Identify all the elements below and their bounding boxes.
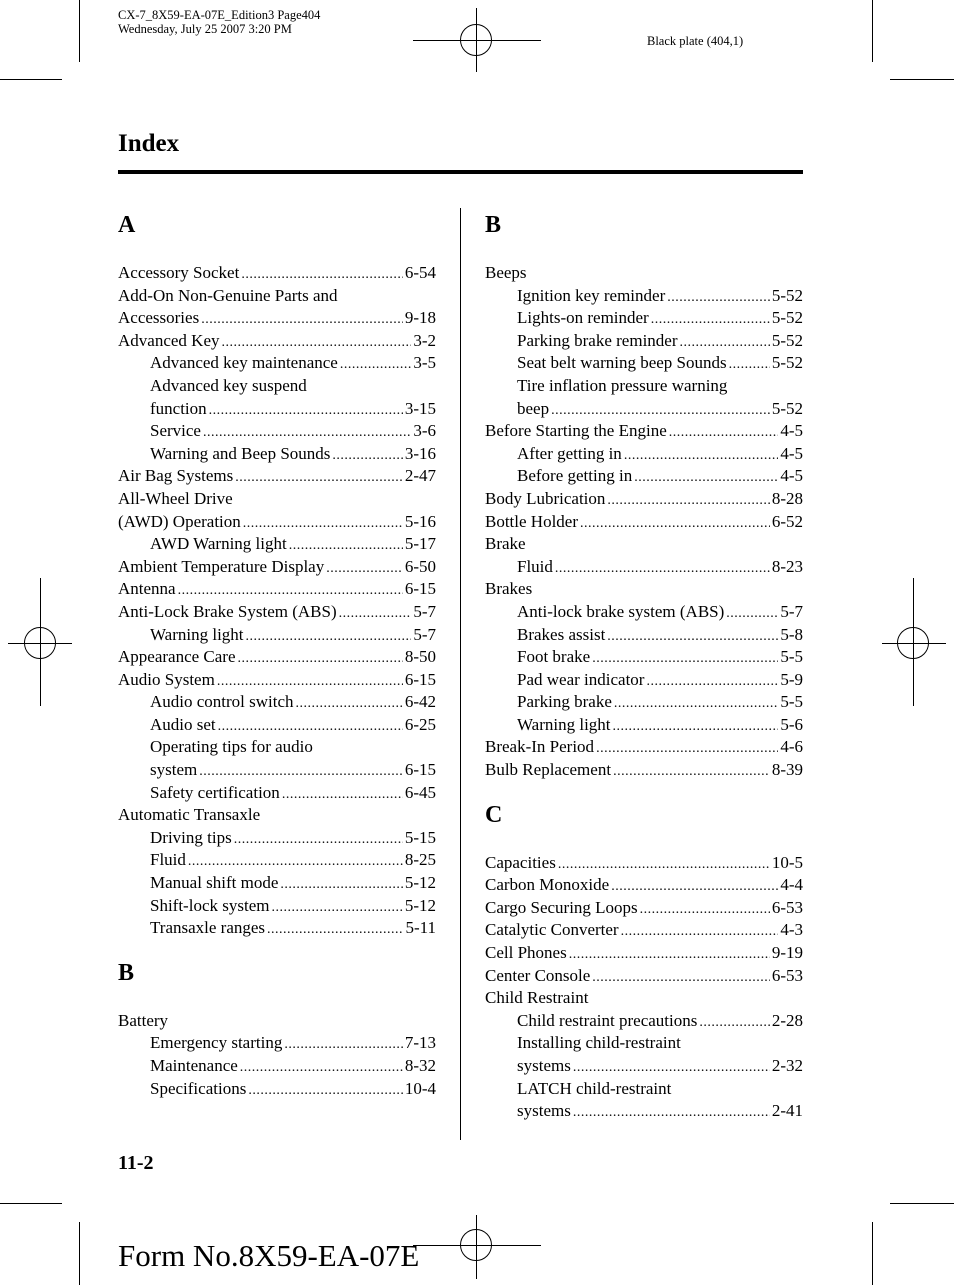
entry-page: 8-28 [771, 488, 803, 508]
dot-leader [240, 1055, 403, 1078]
entry-label: Ambient Temperature Display [118, 556, 325, 576]
entry-label: Fluid [150, 850, 186, 870]
entry-label: Brakes assist [517, 624, 606, 644]
dot-leader [289, 533, 403, 556]
dot-leader [188, 849, 403, 872]
dot-leader [326, 556, 403, 579]
crop-mark [0, 79, 62, 80]
dot-leader [573, 1100, 770, 1123]
section-letter: C [485, 801, 503, 828]
index-entry [118, 1055, 436, 1078]
index-entry [485, 874, 803, 897]
dot-leader [592, 646, 778, 669]
entry-label: Center Console [485, 965, 591, 985]
index-entry [485, 262, 803, 285]
section-letter: B [485, 212, 502, 238]
index-entry [485, 965, 803, 988]
dot-leader [569, 942, 770, 965]
entry-page: 5-7 [413, 601, 436, 621]
index-entry [118, 736, 436, 759]
index-entry [485, 533, 803, 556]
dot-leader [271, 895, 402, 918]
index-entry [485, 511, 803, 534]
dot-leader [680, 330, 770, 353]
index-entry [118, 1078, 436, 1101]
dot-leader [296, 691, 403, 714]
entry-page: 6-52 [771, 511, 803, 531]
dot-leader [234, 827, 403, 850]
registration-circle [24, 627, 56, 659]
index-entry [485, 307, 803, 330]
entry-label: Air Bag Systems [118, 466, 234, 486]
dot-leader [203, 420, 411, 443]
entry-page: 6-15 [404, 760, 436, 780]
entry-page: 2-28 [771, 1010, 803, 1030]
index-entry [118, 556, 436, 579]
index-entry [485, 897, 803, 920]
index-entry [118, 669, 436, 692]
print-header-file: CX-7_8X59-EA-07E_Edition3 Page404 [118, 8, 321, 22]
registration-circle [897, 627, 929, 659]
dot-leader [592, 965, 770, 988]
index-entry [485, 352, 803, 375]
index-entry [118, 759, 436, 782]
entry-label: Parking brake [517, 692, 612, 712]
entry-label: Advanced Key [118, 330, 220, 350]
entry-label: Automatic Transaxle [118, 805, 261, 825]
index-entry [485, 1100, 803, 1123]
page-title: Index [118, 130, 180, 157]
dot-leader [646, 669, 778, 692]
index-entry [485, 691, 803, 714]
plate-label: Black plate (404,1) [647, 34, 744, 48]
index-entry [485, 578, 803, 601]
entry-page: 5-52 [771, 398, 803, 418]
entry-label: Before getting in [517, 466, 633, 486]
entry-page: 2-47 [404, 466, 436, 486]
index-entry [485, 624, 803, 647]
dot-leader [282, 782, 403, 805]
registration-circle [460, 24, 492, 56]
dot-leader [248, 1078, 403, 1101]
entry-label: Warning light [517, 714, 611, 734]
entry-label: Transaxle ranges [150, 918, 266, 938]
index-entry [118, 533, 436, 556]
index-entry [118, 1032, 436, 1055]
dot-leader [624, 443, 779, 466]
entry-label: Audio control switch [150, 692, 294, 712]
index-entry [485, 465, 803, 488]
entry-page: 8-25 [404, 850, 436, 870]
entry-page: 5-5 [780, 692, 803, 712]
entry-label: Manual shift mode [150, 873, 279, 893]
dot-leader [596, 736, 778, 759]
dot-leader [640, 897, 770, 920]
dot-leader [607, 488, 769, 511]
entry-page: 5-8 [780, 624, 803, 644]
print-header [118, 8, 320, 36]
entry-label: Ignition key reminder [517, 285, 666, 305]
dot-leader [238, 646, 403, 669]
index-entry [118, 1010, 436, 1033]
dot-leader [729, 352, 770, 375]
dot-leader [573, 1055, 770, 1078]
dot-leader [613, 714, 779, 737]
index-entry [118, 714, 436, 737]
dot-leader [551, 398, 770, 421]
entry-label: Advanced key suspend [150, 375, 307, 395]
entry-label: Appearance Care [118, 647, 236, 667]
entry-label: Operating tips for audio [150, 737, 313, 757]
entry-page: 5-5 [780, 647, 803, 667]
dot-leader [613, 759, 770, 782]
entry-page: 6-53 [771, 965, 803, 985]
index-entry [485, 646, 803, 669]
entry-page: 5-6 [780, 714, 803, 734]
entry-label: Driving tips [150, 827, 232, 847]
index-entry [485, 852, 803, 875]
entry-page: 10-4 [404, 1078, 436, 1098]
dot-leader [651, 307, 770, 330]
crop-mark [79, 1222, 80, 1285]
entry-page: 8-39 [771, 760, 803, 780]
entry-label: Carbon Monoxide [485, 875, 610, 895]
index-entry [485, 942, 803, 965]
dot-leader [243, 511, 403, 534]
dot-leader [209, 398, 403, 421]
entry-label: Child restraint precautions [517, 1010, 698, 1030]
entry-label: function [150, 398, 207, 418]
index-entry [485, 601, 803, 624]
dot-leader [201, 307, 403, 330]
entry-page: 3-2 [413, 330, 436, 350]
entry-label: Bottle Holder [485, 511, 579, 531]
index-entry [485, 1055, 803, 1078]
entry-page: 6-45 [404, 782, 436, 802]
entry-page: 6-50 [404, 556, 436, 576]
index-entry [485, 443, 803, 466]
entry-label: Parking brake reminder [517, 330, 678, 350]
entry-label: LATCH child-restraint [517, 1078, 672, 1098]
entry-page: 3-16 [404, 443, 436, 463]
index-entry [118, 262, 436, 285]
entry-page: 5-12 [404, 895, 436, 915]
entry-page: 3-6 [413, 421, 436, 441]
index-entry [118, 578, 436, 601]
index-entry [118, 330, 436, 353]
index-entry [118, 488, 436, 511]
crop-mark [890, 79, 954, 80]
index-entry [485, 1032, 803, 1055]
entry-page: 5-7 [413, 624, 436, 644]
index-entry [118, 352, 436, 375]
entry-page: 6-15 [404, 579, 436, 599]
index-entry [118, 917, 436, 940]
section-gap [485, 782, 803, 798]
entry-page: 9-18 [404, 308, 436, 328]
entry-label: Specifications [150, 1078, 247, 1098]
entry-page: 6-54 [404, 263, 436, 282]
entry-page: 5-9 [780, 669, 803, 689]
index-entry [118, 691, 436, 714]
index-entry [485, 714, 803, 737]
entry-label: Accessory Socket [118, 263, 240, 282]
index-entry [118, 601, 436, 624]
entry-page: 4-6 [780, 737, 803, 757]
entry-label: Maintenance [150, 1056, 238, 1075]
entry-label: Shift-lock system [150, 895, 270, 915]
entry-label: system [150, 760, 198, 780]
index-entry [485, 759, 803, 782]
entry-label: Battery [118, 1010, 169, 1030]
index-entry [485, 1010, 803, 1033]
entry-label: Installing child-restraint [517, 1033, 681, 1053]
index-entry [118, 307, 436, 330]
index-entry [485, 987, 803, 1010]
dot-leader [607, 624, 778, 647]
entry-page: 9-19 [771, 943, 803, 963]
index-entry [118, 375, 436, 398]
index-entry [118, 804, 436, 827]
index-entry [118, 511, 436, 534]
entry-label: systems [517, 1101, 571, 1121]
dot-leader [332, 443, 402, 466]
form-number: Form No.8X59-EA-07E [118, 1238, 420, 1273]
index-column-left [118, 208, 436, 1100]
entry-label: Advanced key maintenance [150, 353, 338, 373]
dot-leader [555, 556, 770, 579]
index-entry [118, 420, 436, 443]
index-entry [118, 624, 436, 647]
entry-page: 5-7 [780, 601, 803, 621]
dot-leader [218, 714, 403, 737]
dot-leader [667, 285, 770, 308]
index-entry [118, 285, 436, 308]
entry-page: 5-52 [771, 330, 803, 350]
entry-page: 5-12 [404, 873, 436, 893]
index-entry [485, 285, 803, 308]
crop-mark [79, 0, 80, 62]
entry-page: 5-16 [404, 511, 436, 531]
index-entry [118, 849, 436, 872]
dot-leader [634, 465, 778, 488]
dot-leader [267, 917, 403, 940]
entry-page: 8-50 [404, 647, 436, 667]
entry-label: Lights-on reminder [517, 308, 649, 328]
page-number: 11-2 [118, 1152, 154, 1174]
index-entry [485, 1078, 803, 1101]
entry-label: beep [517, 398, 550, 418]
dot-leader [199, 759, 403, 782]
dot-leader [280, 872, 402, 895]
entry-page: 7-13 [404, 1033, 436, 1053]
entry-page: 4-4 [780, 875, 803, 895]
entry-page: 5-11 [405, 918, 436, 938]
index-entry [485, 375, 803, 398]
entry-page: 6-42 [404, 692, 436, 712]
entry-label: AWD Warning light [150, 534, 287, 554]
index-entry [118, 895, 436, 918]
dot-leader [614, 691, 778, 714]
entry-label: Pad wear indicator [517, 669, 645, 689]
entry-label: Cell Phones [485, 943, 567, 963]
entry-label: All-Wheel Drive [118, 488, 233, 508]
entry-page: 4-5 [780, 466, 803, 486]
entry-page: 4-5 [780, 421, 803, 441]
entry-label: Accessories [118, 308, 200, 328]
dot-leader [222, 330, 412, 353]
index-column-right [485, 208, 803, 1123]
entry-page: 2-41 [771, 1101, 803, 1121]
entry-label: Warning and Beep Sounds [150, 443, 331, 463]
entry-label: Emergency starting [150, 1033, 283, 1053]
index-entry [485, 330, 803, 353]
entry-page: 5-17 [404, 534, 436, 554]
entry-page: 5-15 [404, 827, 436, 847]
index-entry [485, 420, 803, 443]
entry-label: Brake [485, 534, 526, 554]
entry-label: Beeps [485, 263, 527, 282]
dot-leader [339, 601, 412, 624]
entry-label: After getting in [517, 443, 622, 463]
index-entry [485, 556, 803, 579]
crop-mark [0, 1203, 62, 1204]
entry-label: Service [150, 421, 201, 441]
entry-page: 6-15 [404, 669, 436, 689]
entry-page: 3-5 [413, 353, 436, 373]
entry-label: Anti-lock brake system (ABS) [517, 601, 725, 621]
entry-label: Warning light [150, 624, 244, 644]
print-header-date: Wednesday, July 25 2007 3:20 PM [118, 22, 292, 36]
crop-mark [872, 0, 873, 62]
entry-label: Break-In Period [485, 737, 595, 757]
dot-leader [235, 465, 403, 488]
entry-label: Before Starting the Engine [485, 421, 667, 441]
index-entry [485, 488, 803, 511]
section-letter: A [118, 212, 136, 238]
section-letter: B [118, 959, 135, 986]
entry-label: Bulb Replacement [485, 760, 612, 780]
entry-label: Capacities [485, 852, 556, 872]
index-entry [485, 398, 803, 421]
entry-label: Audio System [118, 669, 215, 689]
entry-label: Tire inflation pressure warning [517, 375, 728, 395]
entry-label: systems [517, 1056, 571, 1075]
entry-page: 5-52 [771, 353, 803, 373]
entry-label: Cargo Securing Loops [485, 897, 638, 917]
entry-label: Catalytic Converter [485, 920, 619, 940]
entry-label: Brakes [485, 579, 533, 599]
title-rule [118, 170, 803, 174]
entry-label: Add-On Non-Genuine Parts and [118, 285, 338, 305]
dot-leader [178, 578, 403, 601]
crop-mark [890, 1203, 954, 1204]
index-entry [485, 919, 803, 942]
section-gap [118, 940, 436, 956]
dot-leader [246, 624, 412, 647]
entry-label: (AWD) Operation [118, 511, 241, 531]
dot-leader [621, 919, 779, 942]
index-entry [118, 872, 436, 895]
entry-label: Foot brake [517, 647, 591, 667]
index-entry [485, 736, 803, 759]
dot-leader [611, 874, 778, 897]
dot-leader [340, 352, 411, 375]
index-entry [118, 782, 436, 805]
index-entry [118, 443, 436, 466]
index-entry [118, 465, 436, 488]
entry-page: 6-25 [404, 714, 436, 734]
index-entry [118, 646, 436, 669]
entry-page: 5-52 [771, 308, 803, 328]
dot-leader [699, 1010, 769, 1033]
dot-leader [669, 420, 779, 443]
index-entry [118, 398, 436, 421]
entry-label: Child Restraint [485, 988, 589, 1008]
entry-label: Audio set [150, 714, 216, 734]
entry-label: Antenna [118, 579, 176, 599]
entry-page: 8-23 [771, 556, 803, 576]
crop-mark [872, 1222, 873, 1285]
entry-page: 3-15 [404, 398, 436, 418]
entry-label: Safety certification [150, 782, 280, 802]
entry-page: 5-52 [771, 285, 803, 305]
entry-page: 4-5 [780, 443, 803, 463]
dot-leader [726, 601, 778, 624]
dot-leader [284, 1032, 402, 1055]
entry-label: Body Lubrication [485, 488, 606, 508]
entry-page: 6-53 [771, 897, 803, 917]
index-entry [118, 827, 436, 850]
dot-leader [241, 262, 403, 285]
entry-label: Seat belt warning beep Sounds [517, 353, 727, 373]
entry-page: 10-5 [771, 852, 803, 872]
dot-leader [558, 852, 770, 875]
index-entry [485, 669, 803, 692]
dot-leader [217, 669, 403, 692]
column-divider [460, 208, 461, 1140]
entry-label: Fluid [517, 556, 553, 576]
dot-leader [580, 511, 770, 534]
entry-page: 4-3 [780, 920, 803, 940]
entry-page: 8-32 [404, 1056, 436, 1075]
entry-page: 2-32 [771, 1056, 803, 1075]
entry-label: Anti-Lock Brake System (ABS) [118, 601, 337, 621]
registration-circle [460, 1229, 492, 1261]
